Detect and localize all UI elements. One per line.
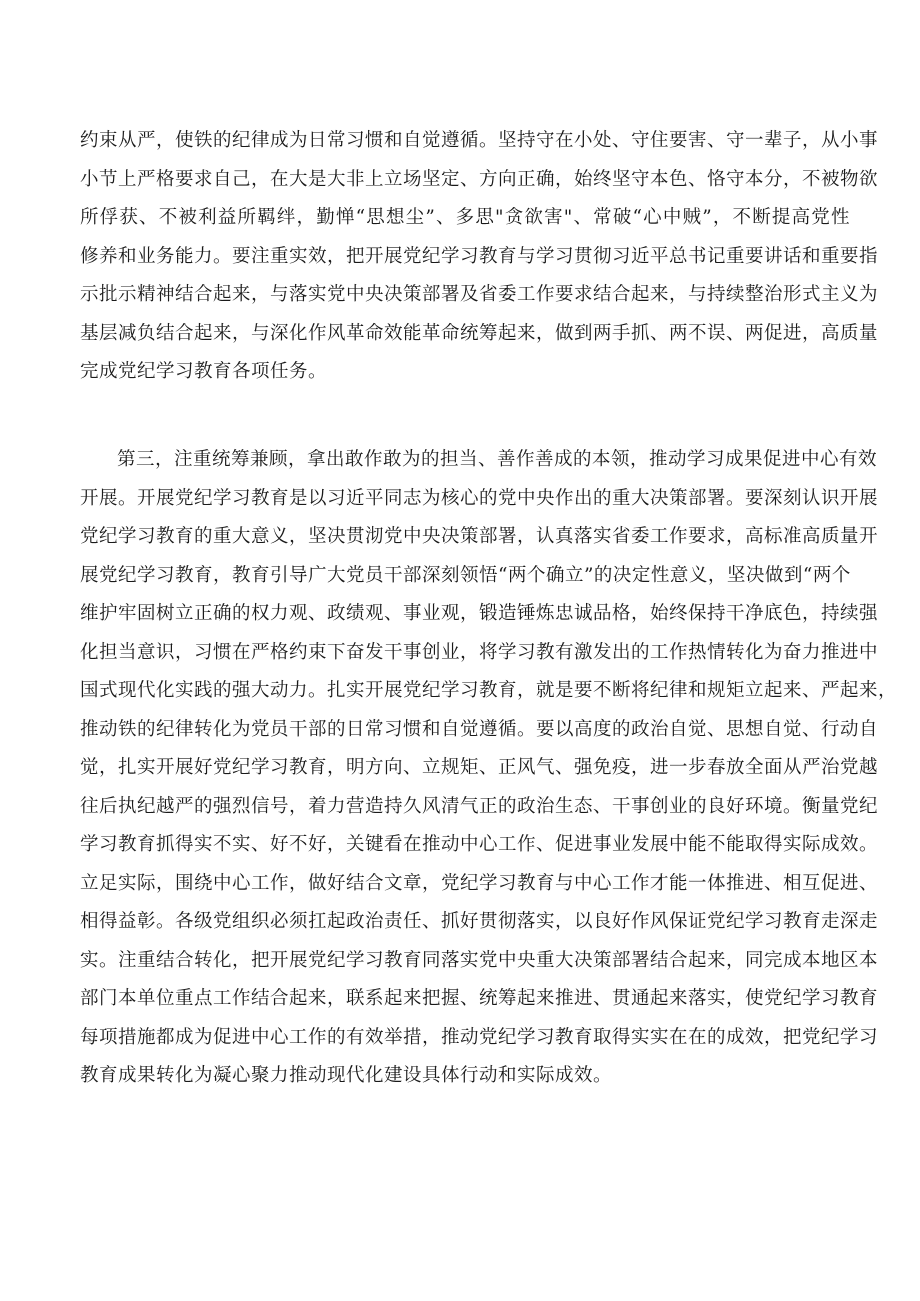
text-line: 约束从严，使铁的纪律成为日常习惯和自觉遵循。坚持守在小处、守住要害、守一辈子，从小事 — [80, 130, 879, 151]
text-line: 展党纪学习教育，教育引导广大党员干部深刻领悟“两个确立”的决定性意义，坚决做到“两个 — [80, 564, 851, 586]
text-line: 教育成果转化为凝心聚力推动现代化建设具体行动和实际成效。 — [80, 1065, 613, 1086]
text-line: 完成党纪学习教育各项任务。 — [80, 361, 328, 382]
paragraph-2 — [80, 441, 898, 1096]
text-line: 推动铁的纪律转化为党员干部的日常习惯和自觉遵循。要以高度的政治自觉、思想自觉、行动自 — [80, 718, 879, 740]
text-line: 党纪学习教育的重大意义，坚决贯沏党中央决策部署，认真落实省委工作要求，高标准高质量开 — [80, 526, 879, 547]
text-line: 觉，扎实开展好党纪学习教育，明方向、立规矩、正风气、强免疫，进一步春放全面从严治党越 — [80, 757, 879, 778]
text-line: 每项措施都成为促进中心工作的有效举措，推动党纪学习教育取得实实在在的成效，把党纪学习 — [80, 1026, 879, 1048]
text-line: 小节上严格要求自己，在大是大非上立场坚定、方向正确，始终坚守本色、恪守本分，不被物欲 — [80, 168, 879, 190]
text-line: 立足实际，围绕中心工作，做好结合文章，党纪学习教育与中心工作才能一体推进、相互促进、 — [80, 872, 879, 894]
text-line: 实。注重结合转化，把开展党纪学习教育同落实党中央重大决策部署结合起来，同完成本地区本 — [80, 949, 879, 971]
text-line: 开展。开展党纪学习教育是以习近平同志为核心的党中央作出的重大决策部署。要深刻认识开展 — [80, 487, 879, 509]
text-line: 学习教育抓得实不实、好不好，关键看在推动中心工作、促进事业发展中能不能取得实际成效。 — [80, 834, 879, 855]
text-line: 部门本单位重点工作结合起来，联系起来把握、统筹起来推进、贯通起来落实，使党纪学习教育 — [80, 988, 879, 1009]
text-line: 基层减负结合起来，与深化作风革命效能革命统筹起来，做到两手抓、两不误、两促进，高质量 — [80, 322, 879, 344]
text-line: 修养和业务能力。要注重实效，把开展党纪学习教育与学习贯彻习近平总书记重要讲话和重要指 — [80, 245, 879, 267]
paragraph-1 — [80, 122, 879, 392]
text-line: 维护牢固树立正确的权力观、政绩观、事业观，锻造锤炼忠诚品格，始终保持干净底色，持续强 — [80, 603, 879, 624]
text-line: 第三，注重统筹兼顾，拿出敢作敢为的担当、善作善成的本领，推动学习成果促进中心有效 — [117, 449, 878, 470]
text-line: 相得益彰。各级党组织必须扛起政治责任、抓好贯彻落实，以良好作风保证党纪学习教育走深走 — [80, 911, 879, 932]
text-line: 所俘获、不被利益所羁绊，勤惮“思想尘”、多思"贪欲害"、常破“心中贼”，不断提高党性 — [80, 207, 850, 228]
text-line: 化担当意识，习惯在严格约束下奋发干事创业，将学习教有激发出的工作热情转化为奋力推进中 — [80, 641, 879, 663]
text-line: 国式现代化实践的强大动力。扎实开展党纪学习教育，就是要不断将纪律和规矩立起来、严起来， — [80, 680, 898, 701]
text-line: 示批示精神结合起来，与落实党中央决策部署及省委工作要求结合起来，与持续整治形式主义为 — [80, 284, 879, 305]
text-line: 往后执纪越严的强烈信号，着力营造持久风清气正的政治生态、干事创业的良好环境。衡量党纪 — [80, 795, 879, 817]
